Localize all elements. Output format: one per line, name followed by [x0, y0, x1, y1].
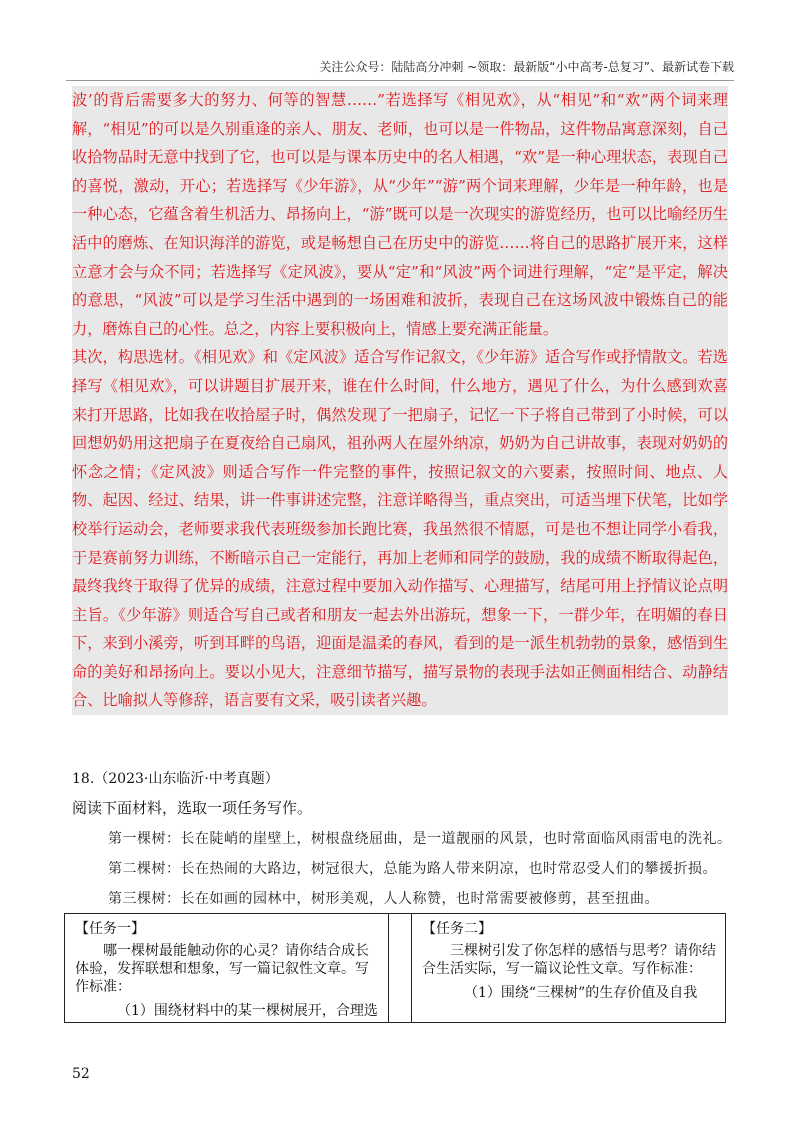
page-header: 关注公众号：陆陆高分冲刺 ~领取：最新版“小中高考-总复习”、最新试卷下载	[319, 60, 734, 74]
task-two-body: 三棵树引发了你怎样的感悟与思考？请你结合生活实际，写一篇议论性文章。写作标准：	[422, 943, 716, 977]
answer-analysis-block	[72, 86, 728, 715]
task-one-cell	[65, 914, 389, 1022]
task-two-criterion: （1）围绕“三棵树”的生存价值及自我	[464, 985, 698, 1001]
material-tree-3: 第三棵树：长在如画的园林中，树形美观，人人称赞，也时常需要被修剪，甚至扭曲。	[108, 891, 659, 907]
task-one-title: 【任务一】	[75, 921, 145, 937]
answer-paragraph: 波’的背后需要多大的努力、何等的智慧……”若选择写《相见欢》，从“相见”和“欢”两个词来理解，“相见”的可以是久别重逢的亲人、朋友、老师，也可以是一件物品，这件物品寓意深刻，自己收拾物品时无意中找到了它，也可以是与课本历史中的名人相遇，“欢”是一种心理状态，表现自己的喜悦，激动，开心；若选择写《少年游》，从“少年”“游”两个词来理解，少年是一种年龄，也是一种心态，它蕴含着生机活力、昂扬向上，“游”既可以是一次现实的游览经历，也可以比喻经历生活中的磨炼、在知识海洋的游览，或是畅想自己在历史中的游览……将自己的思路扩展开来，这样立意才会与众不同；若选择写《定风波》，要从“定”和“风波”两个词进行理解，“定”是平定，解决的意思，“风波”可以是学习生活中遇到的一场困难和波折，表现自己在这场风波中锻炼自己的能力，磨炼自己的心性。总之，内容上要积极向上，情感上要充满正能量。	[72, 91, 728, 338]
task-table-spacer	[389, 914, 412, 1022]
question-number: 18.（2023·山东临沂·中考真题）	[72, 771, 279, 787]
answer-paragraph: 其次，构思选材。《相见欢》和《定风波》适合写作记叙文，《少年游》适合写作或抒情散文。若选择写《相见欢》，可以讲题目扩展开来，谁在什么时间，什么地方，遇见了什么，为什么感到欢喜来打开思路，比如我在收拾屋子时，偶然发现了一把扇子，记忆一下子将自己带到了小时候，可以回想奶奶用这把扇子在夏夜给自己扇风，祖孙两人在屋外纳凉，奶奶为自己讲故事，表现对奶奶的怀念之情；《定风波》则适合写作一件完整的事件，按照记叙文的六要素，按照时间、地点、人物、起因、经过、结果，讲一件事讲述完整，注意详略得当，重点突出，可适当埋下伏笔，比如学校举行运动会，老师要求我代表班级参加长跑比赛，我虽然很不情愿，可是也不想让同学小看我，于是赛前努力训练，不断暗示自己一定能行，再加上老师和同学的鼓励，我的成绩不断取得起色，最终我终于取得了优异的成绩，注意过程中要加入动作描写、心理描写，结尾可用上抒情议论点明主旨。《少年游》则适合写自己或者和朋友一起去外出游玩，想象一下，一群少年，在明媚的春日下，来到小溪旁，听到耳畔的鸟语，迎面是温柔的春风，看到的是一派生机勃勃的景象，感悟到生命的美好和昂扬向上。要以小见大，注意细节描写，描写景物的表现手法如正侧面相结合、动静结合、比喻拟人等修辞，语言要有文采，吸引读者兴趣。	[72, 348, 728, 710]
task-two-cell	[412, 914, 725, 1022]
material-tree-2: 第二棵树：长在热闹的大路边，树冠很大，总能为路人带来阴凉，也时常忍受人们的攀援折损。	[108, 861, 717, 877]
page-number: 52	[72, 1066, 90, 1082]
task-one-body: 哪一棵树最能触动你的心灵？请你结合成长体验，发挥联想和想象，写一篇记叙性文章。写作标准：	[75, 943, 369, 995]
task-table	[64, 913, 726, 1023]
header-divider	[66, 80, 734, 81]
question-instruction: 阅读下面材料，选取一项任务写作。	[72, 799, 313, 817]
task-one-criterion: （1）围绕材料中的某一棵树展开，合理选	[117, 1003, 378, 1019]
task-two-title: 【任务二】	[422, 921, 492, 937]
material-tree-1: 第一棵树：长在陡峭的崖壁上，树根盘绕屈曲，是一道靓丽的风景，也时常面临风雨雷电的洗礼。	[108, 831, 732, 847]
